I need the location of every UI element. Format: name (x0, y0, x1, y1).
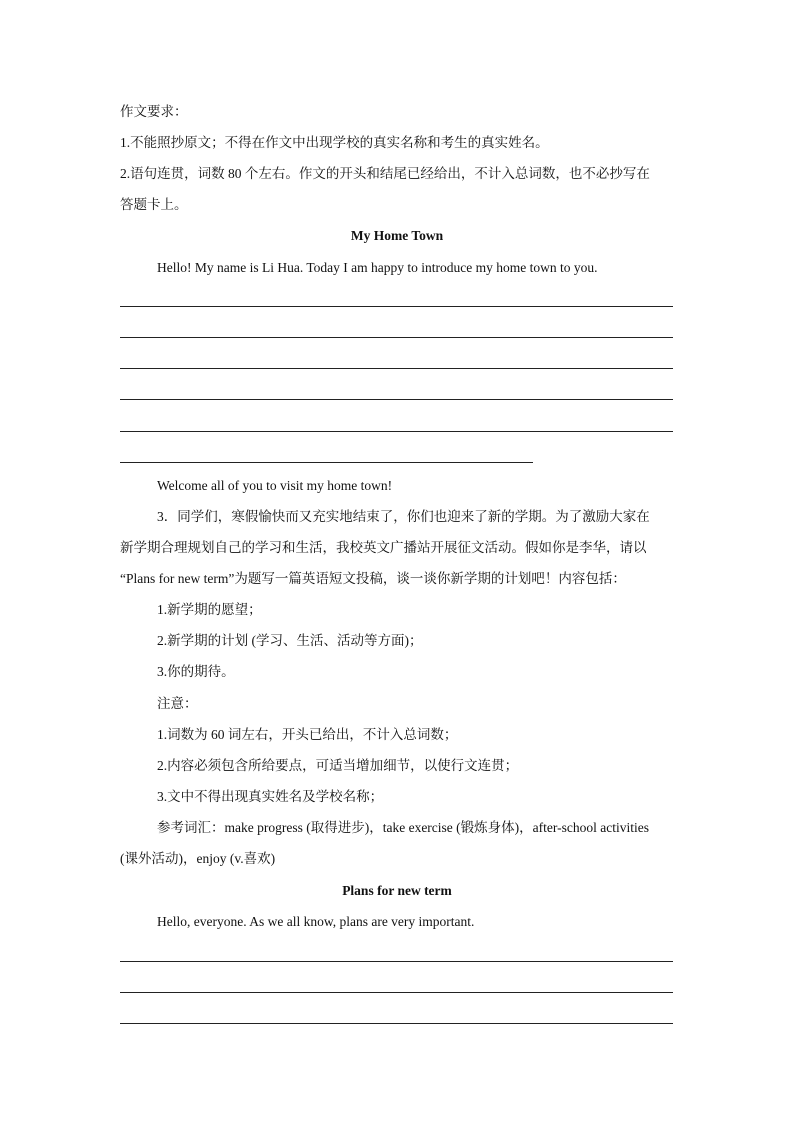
essay-title-plans: Plans for new term (342, 883, 452, 898)
answer-line-short (120, 462, 533, 463)
notes-heading: 注意： (157, 696, 198, 711)
essay-opening-home-town: Hello! My name is Li Hua. Today I am happy to introduce my home town to you. (157, 260, 598, 275)
requirement-2-line-1: 2.语句连贯，词数 80 个左右。作文的开头和结尾已经给出，不计入总词数，也不必抄写在 (120, 166, 650, 181)
answer-line (120, 306, 673, 307)
vocabulary-line-2: (课外活动)，enjoy (v.喜欢) (120, 851, 276, 866)
question-3-prompt-line-1: 3．同学们，寒假愉快而又充实地结束了，你们也迎来了新的学期。为了激励大家在 (157, 509, 650, 524)
essay-title-home-town: My Home Town (350, 228, 444, 243)
requirement-2-line-2: 答题卡上。 (120, 197, 188, 212)
content-point-3: 3.你的期待。 (157, 664, 235, 679)
question-3-prompt-line-3: “Plans for new term”为题写一篇英语短文投稿，谈一谈你新学期的计划吧！内容包括： (120, 571, 626, 586)
note-1: 1.词数为 60 词左右，开头已给出，不计入总词数； (157, 727, 458, 742)
answer-line (120, 961, 673, 962)
question-3-prompt-line-2: 新学期合理规划自己的学习和生活，我校英文广播站开展征文活动。假如你是李华，请以 (120, 540, 647, 555)
answer-line (120, 431, 673, 432)
answer-line (120, 399, 673, 400)
answer-line (120, 337, 673, 338)
requirement-1: 1.不能照抄原文；不得在作文中出现学校的真实名称和考生的真实姓名。 (120, 135, 549, 150)
answer-line (120, 992, 673, 993)
requirements-heading: 作文要求： (120, 104, 188, 119)
essay-closing-home-town: Welcome all of you to visit my home town! (157, 478, 393, 493)
note-2: 2.内容必须包含所给要点，可适当增加细节，以使行文连贯； (157, 758, 519, 773)
answer-line (120, 368, 673, 369)
essay-opening-plans: Hello, everyone. As we all know, plans are very important. (157, 914, 475, 929)
note-3: 3.文中不得出现真实姓名及学校名称； (157, 789, 384, 804)
content-point-1: 1.新学期的愿望； (157, 602, 262, 617)
vocabulary-line-1: 参考词汇：make progress (取得进步)，take exercise (锻炼身体)，after-school activities (157, 820, 649, 835)
answer-line (120, 1023, 673, 1024)
content-point-2: 2.新学期的计划 (学习、生活、活动等方面)； (157, 633, 423, 648)
